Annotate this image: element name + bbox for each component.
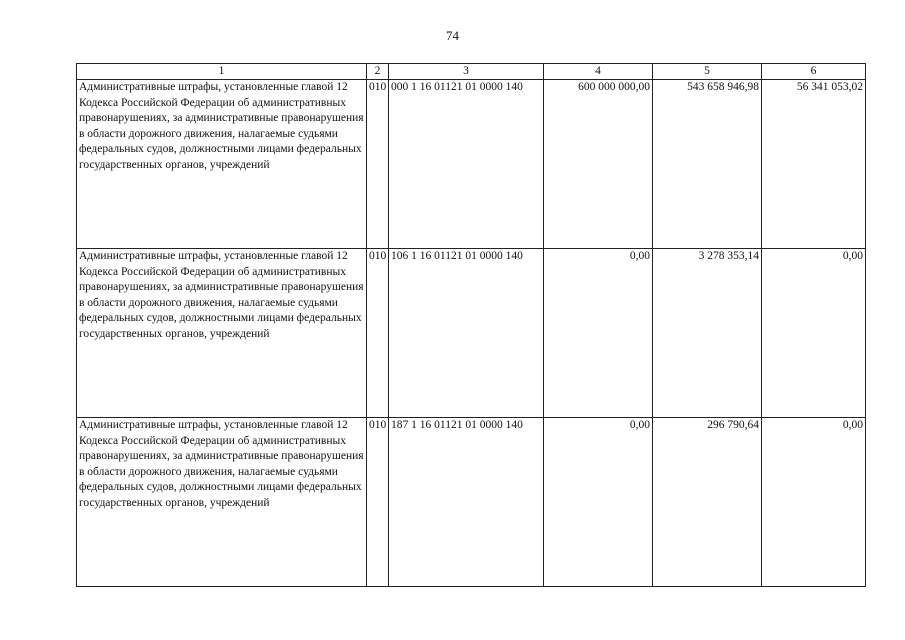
row-classification-code: 000 1 16 01121 01 0000 140 [389,80,544,249]
row-name: Административные штрафы, установленные главой 12 Кодекса Российской Федерации об административных правонарушениях, за административные правонарушения в области дорожного движения, налагаемые судьями федеральных судов, должностными лицами федеральных государственных органов, учреждений [77,249,367,418]
row-classification-code: 187 1 16 01121 01 0000 140 [389,418,544,587]
row-approved: 0,00 [544,418,653,587]
header-col-6: 6 [762,64,866,80]
row-line-code: 010 [367,418,389,587]
row-line-code: 010 [367,249,389,418]
header-col-5: 5 [653,64,762,80]
table-header-row [77,64,866,80]
table-row [77,80,866,249]
row-executed: 296 790,64 [653,418,762,587]
row-classification-code: 106 1 16 01121 01 0000 140 [389,249,544,418]
budget-table [76,63,866,587]
row-approved: 0,00 [544,249,653,418]
row-unexecuted: 56 341 053,02 [762,80,866,249]
row-line-code: 010 [367,80,389,249]
header-col-4: 4 [544,64,653,80]
row-executed: 543 658 946,98 [653,80,762,249]
row-name: Административные штрафы, установленные главой 12 Кодекса Российской Федерации об административных правонарушениях, за административные правонарушения в области дорожного движения, налагаемые судьями федеральных судов, должностными лицами федеральных государственных органов, учреждений [77,80,367,249]
row-unexecuted: 0,00 [762,249,866,418]
header-col-1: 1 [77,64,367,80]
row-executed: 3 278 353,14 [653,249,762,418]
table-row [77,249,866,418]
header-col-3: 3 [389,64,544,80]
table-row [77,418,866,587]
row-unexecuted: 0,00 [762,418,866,587]
page-number: 74 [446,28,459,43]
header-col-2: 2 [367,64,389,80]
row-approved: 600 000 000,00 [544,80,653,249]
row-name: Административные штрафы, установленные главой 12 Кодекса Российской Федерации об административных правонарушениях, за административные правонарушения в области дорожного движения, налагаемые судьями федеральных судов, должностными лицами федеральных государственных органов, учреждений [77,418,367,587]
